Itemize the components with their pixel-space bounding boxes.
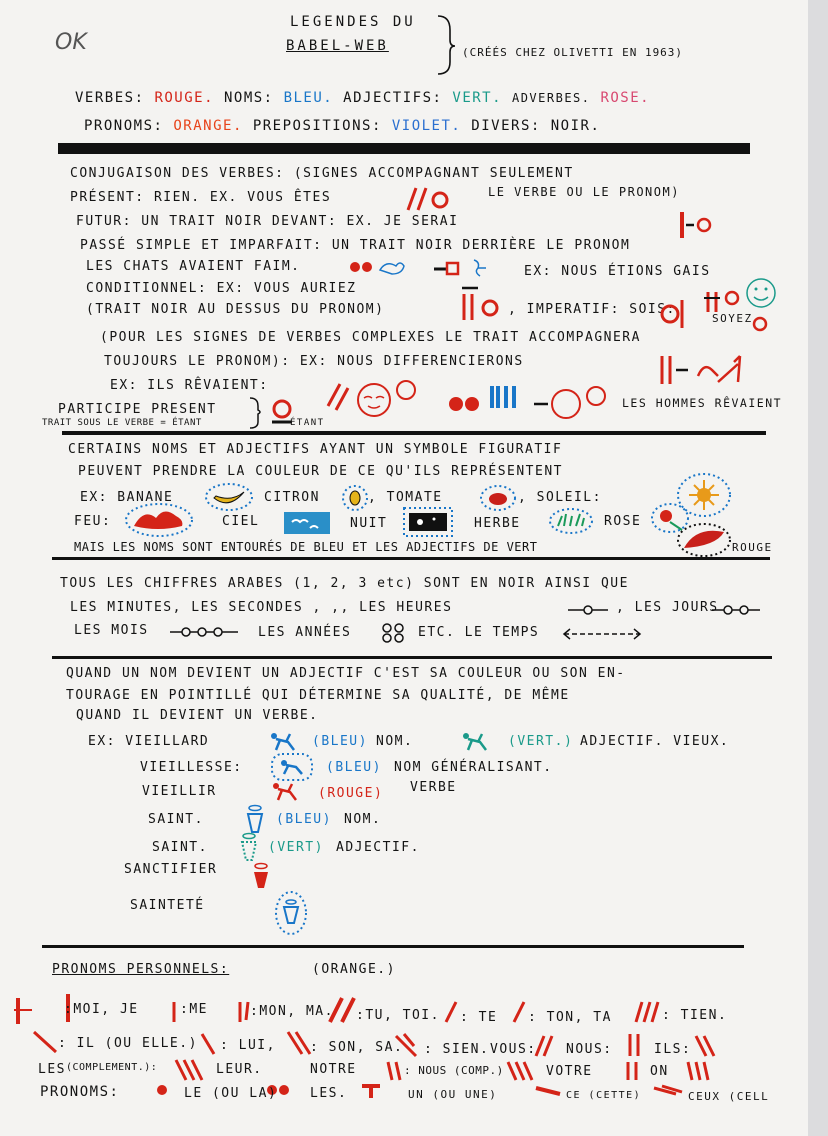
conj-line8: (POUR LES SIGNES DE VERBES COMPLEXES LE TRAIT ACCOMPAGNERA [100,330,641,345]
thick-divider [58,143,750,154]
legend-noms-label: NOMS: [223,90,274,106]
citron-icon [340,484,370,512]
legend-row1 [75,90,650,106]
ciel-icon [282,510,332,536]
pronom-r1-0: :MOI, JE [64,1002,139,1017]
adj-ex-label: EX: VIEILLARD [88,734,210,749]
pronom-r1-5: : TON, TA [528,1010,612,1025]
legend-vert: VERT. [452,90,503,106]
conj-line7b: , IMPERATIF: SOIS: [508,302,676,317]
adj-saint2: SAINT. [152,840,208,855]
imperatif-signs [656,284,766,334]
adj-sanctifier: SANCTIFIER [124,862,218,877]
created-note: (CRÉÉS CHEZ OLIVETTI EN 1963) [462,46,684,59]
pronom-r3-4: ON [650,1064,669,1079]
adj-adjectif: ADJECTIF. [336,840,420,855]
legend-orange: ORANGE. [173,118,243,134]
pronom-r3-complement: (COMPLEMENT.): [66,1062,158,1073]
conj-line5b: EX: NOUS ÉTIONS GAIS [524,264,711,279]
participe-sub: TRAIT SOUS LE VERBE = ÉTANT [42,418,202,428]
adj-vieillir: VIEILLIR [142,784,217,799]
conj-line6: CONDITIONNEL: EX: VOUS AURIEZ [86,281,357,296]
adj-nom3: NOM. [344,812,382,827]
pronom-r1-3: :TU, TOI. [356,1008,440,1023]
verb-sign-futur [672,210,716,240]
verb-sign-present [404,186,454,212]
vieillard-icon [268,730,300,752]
temps-sign [560,626,644,642]
pronom-r4-0: PRONOMS: [40,1084,120,1100]
chiffres-line2a: LES MINUTES, LES SECONDES , ,, LES HEURES [70,600,453,615]
noms-line2: PEUVENT PRENDRE LA COULEUR DE CE QU'ILS REPRÉSENTENT [78,464,563,479]
adj-verbe: VERBE [410,780,457,795]
legend-rouge: ROUGE. [154,90,215,106]
noms-herbe: HERBE [474,516,521,531]
scan-edge [808,0,828,1136]
conj-line7c: SOYEZ [712,312,753,325]
chiffres-line3a: LES MOIS [74,623,149,638]
noms-rose: ROSE [604,514,642,529]
conj-line11: LES HOMMES RÊVAIENT [622,396,783,410]
adj-vieillesse: VIEILLESSE: [140,760,243,775]
rouge-icon [676,522,732,558]
adj-saintete: SAINTETÉ [130,898,205,913]
title-line2: BABEL-WEB [286,38,389,54]
annees-sign [380,622,408,644]
chiffres-line1: TOUS LES CHIFFRES ARABES (1, 2, 3 etc) SONT EN NOIR AINSI QUE [60,576,629,591]
conj-line2a: PRÉSENT: RIEN. EX. VOUS ÊTES [70,190,332,205]
legend-adverbes-label: ADVERBES. [511,91,591,105]
adj-rouge: (ROUGE) [318,786,384,801]
conj-line9: TOUJOURS LE PRONOM): EX: NOUS DIFFERENCIERONS [104,354,524,369]
herbe-icon [548,506,594,536]
pronoms-title: PRONOMS PERSONNELS: [52,962,230,977]
noms-last: MAIS LES NOMS SONT ENTOURÉS DE BLEU ET LES ADJECTIFS DE VERT [74,540,538,554]
pronom-r2-6: ILS: [654,1042,692,1057]
adj-nom1: NOM. [376,734,414,749]
legend-divers: DIVERS: NOIR. [471,118,601,134]
etant-label: ÉTANT [290,418,325,428]
noms-citron: CITRON [264,490,320,505]
conj-line2b: LE VERBE OU LE PRONOM) [488,185,680,199]
pronom-r3-3: VOTRE [546,1064,593,1079]
pronom-r3-les: LES [38,1062,66,1077]
mois-sign [168,624,240,640]
differencierons-signs [654,352,754,388]
divider-3 [52,656,772,659]
ok-annotation: OK [55,30,87,55]
legend-prepositions-label: PREPOSITIONS: [252,118,382,134]
adj-vert1: (VERT.) [508,734,574,749]
chiffres-line3c: ETC. LE TEMPS [418,625,540,640]
title-bracket [436,14,456,74]
title-line1: LEGENDES DU [290,14,416,30]
pronom-r4-4: CE (CETTE) [566,1090,642,1101]
vieillesse-icon [270,752,314,782]
pronom-r4-5: CEUX (CELL [688,1090,770,1103]
noms-line1: CERTAINS NOMS ET ADJECTIFS AYANT UN SYMBOLE FIGURATIF [68,442,563,457]
adj-bleu1: (BLEU) [312,734,368,749]
pronom-r3-2: : NOUS (COMP.) [404,1064,504,1077]
vieux-icon [460,730,492,752]
pronom-r4-3: UN (OU UNE) [408,1088,498,1101]
divider-4 [42,945,744,948]
conj-line5a: LES CHATS AVAIENT FAIM. [86,259,301,274]
pronoms-title-color: (ORANGE.) [312,962,396,977]
chiffres-line2b: , LES JOURS [616,600,719,615]
pronom-r3-1: NOTRE [310,1062,357,1077]
pronom-r2-2: : SON, SA. [310,1040,404,1055]
pronom-r2-1: : LUI, [220,1038,276,1053]
tomate-icon [478,484,518,512]
pronom-r2-0: : IL (OU ELLE.) [58,1036,198,1051]
adj-line2: TOURAGE EN POINTILLÉ QUI DÉTERMINE SA QUALITÉ, DE MÊME [66,688,570,703]
pronom-r1-1: :ME [180,1002,208,1017]
adj-vert2: (VERT) [268,840,324,855]
divider-2 [52,557,770,560]
noms-rouge: ROUGE [732,541,773,554]
conj-line3: FUTUR: UN TRAIT NOIR DEVANT: EX. JE SERAI [76,214,459,229]
heures-sign [566,602,610,618]
noms-soleil: , SOLEIL: [518,490,602,505]
chiffres-line3b: LES ANNÉES [258,625,352,640]
participe-label: PARTICIPE PRESENT [58,402,217,417]
sanctifier-icon [250,862,272,892]
conj-line10: EX: ILS RÊVAIENT: [110,378,269,393]
legend-adjectifs-label: ADJECTIFS: [343,90,443,106]
revaient-signs [322,376,622,420]
legend-rose: ROSE. [600,90,651,106]
pronom-r4-2: LES. [310,1086,348,1101]
banane-icon [204,482,254,512]
conj-line1: CONJUGAISON DES VERBES: (SIGNES ACCOMPAGNANT SEULEMENT [70,166,574,181]
noms-feu: FEU: [74,514,112,529]
conj-line7a: (TRAIT NOIR AU DESSUS DU PRONOM) [86,302,385,317]
adj-bleu2: (BLEU) [326,760,382,775]
legend-row2 [84,118,600,134]
noms-tomate: , TOMATE [368,490,443,505]
adj-saint1: SAINT. [148,812,204,827]
pronom-r2-4: VOUS: [490,1042,537,1057]
adj-vieux: ADJECTIF. VIEUX. [580,734,730,749]
pronom-r4-1: LE (OU LA) [184,1086,278,1101]
pronom-r2-3: : SIEN. [424,1042,490,1057]
adj-nom-gen: NOM GÉNÉRALISANT. [394,760,553,775]
verb-sign-conditionnel [454,286,504,322]
pronom-r2-5: NOUS: [566,1042,613,1057]
legend-pronoms-label: PRONOMS: [84,118,164,134]
legend-verbes-label: VERBES: [75,90,145,106]
adj-line3: QUAND IL DEVIENT UN VERBE. [76,708,319,723]
noms-nuit: NUIT [350,516,388,531]
saintete-icon [274,890,308,936]
pronom-r1-4: : TE [460,1010,498,1025]
adj-bleu3: (BLEU) [276,812,332,827]
conj-line4: PASSÉ SIMPLE ET IMPARFAIT: UN TRAIT NOIR DERRIÈRE LE PRONOM [80,238,631,253]
legend-violet: VIOLET. [391,118,462,134]
pronom-r1-6: : TIEN. [662,1008,728,1023]
noms-ciel: CIEL [222,514,260,529]
saint-adj-icon [236,832,262,864]
vieillir-icon [270,780,302,802]
jours-sign [710,602,762,618]
pronom-r3-0: LEUR. [216,1062,263,1077]
legend-bleu: BLEU. [283,90,334,106]
pronom-r1-2: :MON, MA. [250,1004,334,1019]
adj-line1: QUAND UN NOM DEVIENT UN ADJECTIF C'EST SA COULEUR OU SON EN- [66,666,626,681]
les-chats-signs [346,254,496,280]
noms-ex: EX: BANANE [80,490,174,505]
divider-1 [62,431,766,435]
nuit-icon [402,506,454,538]
feu-icon [124,502,194,538]
